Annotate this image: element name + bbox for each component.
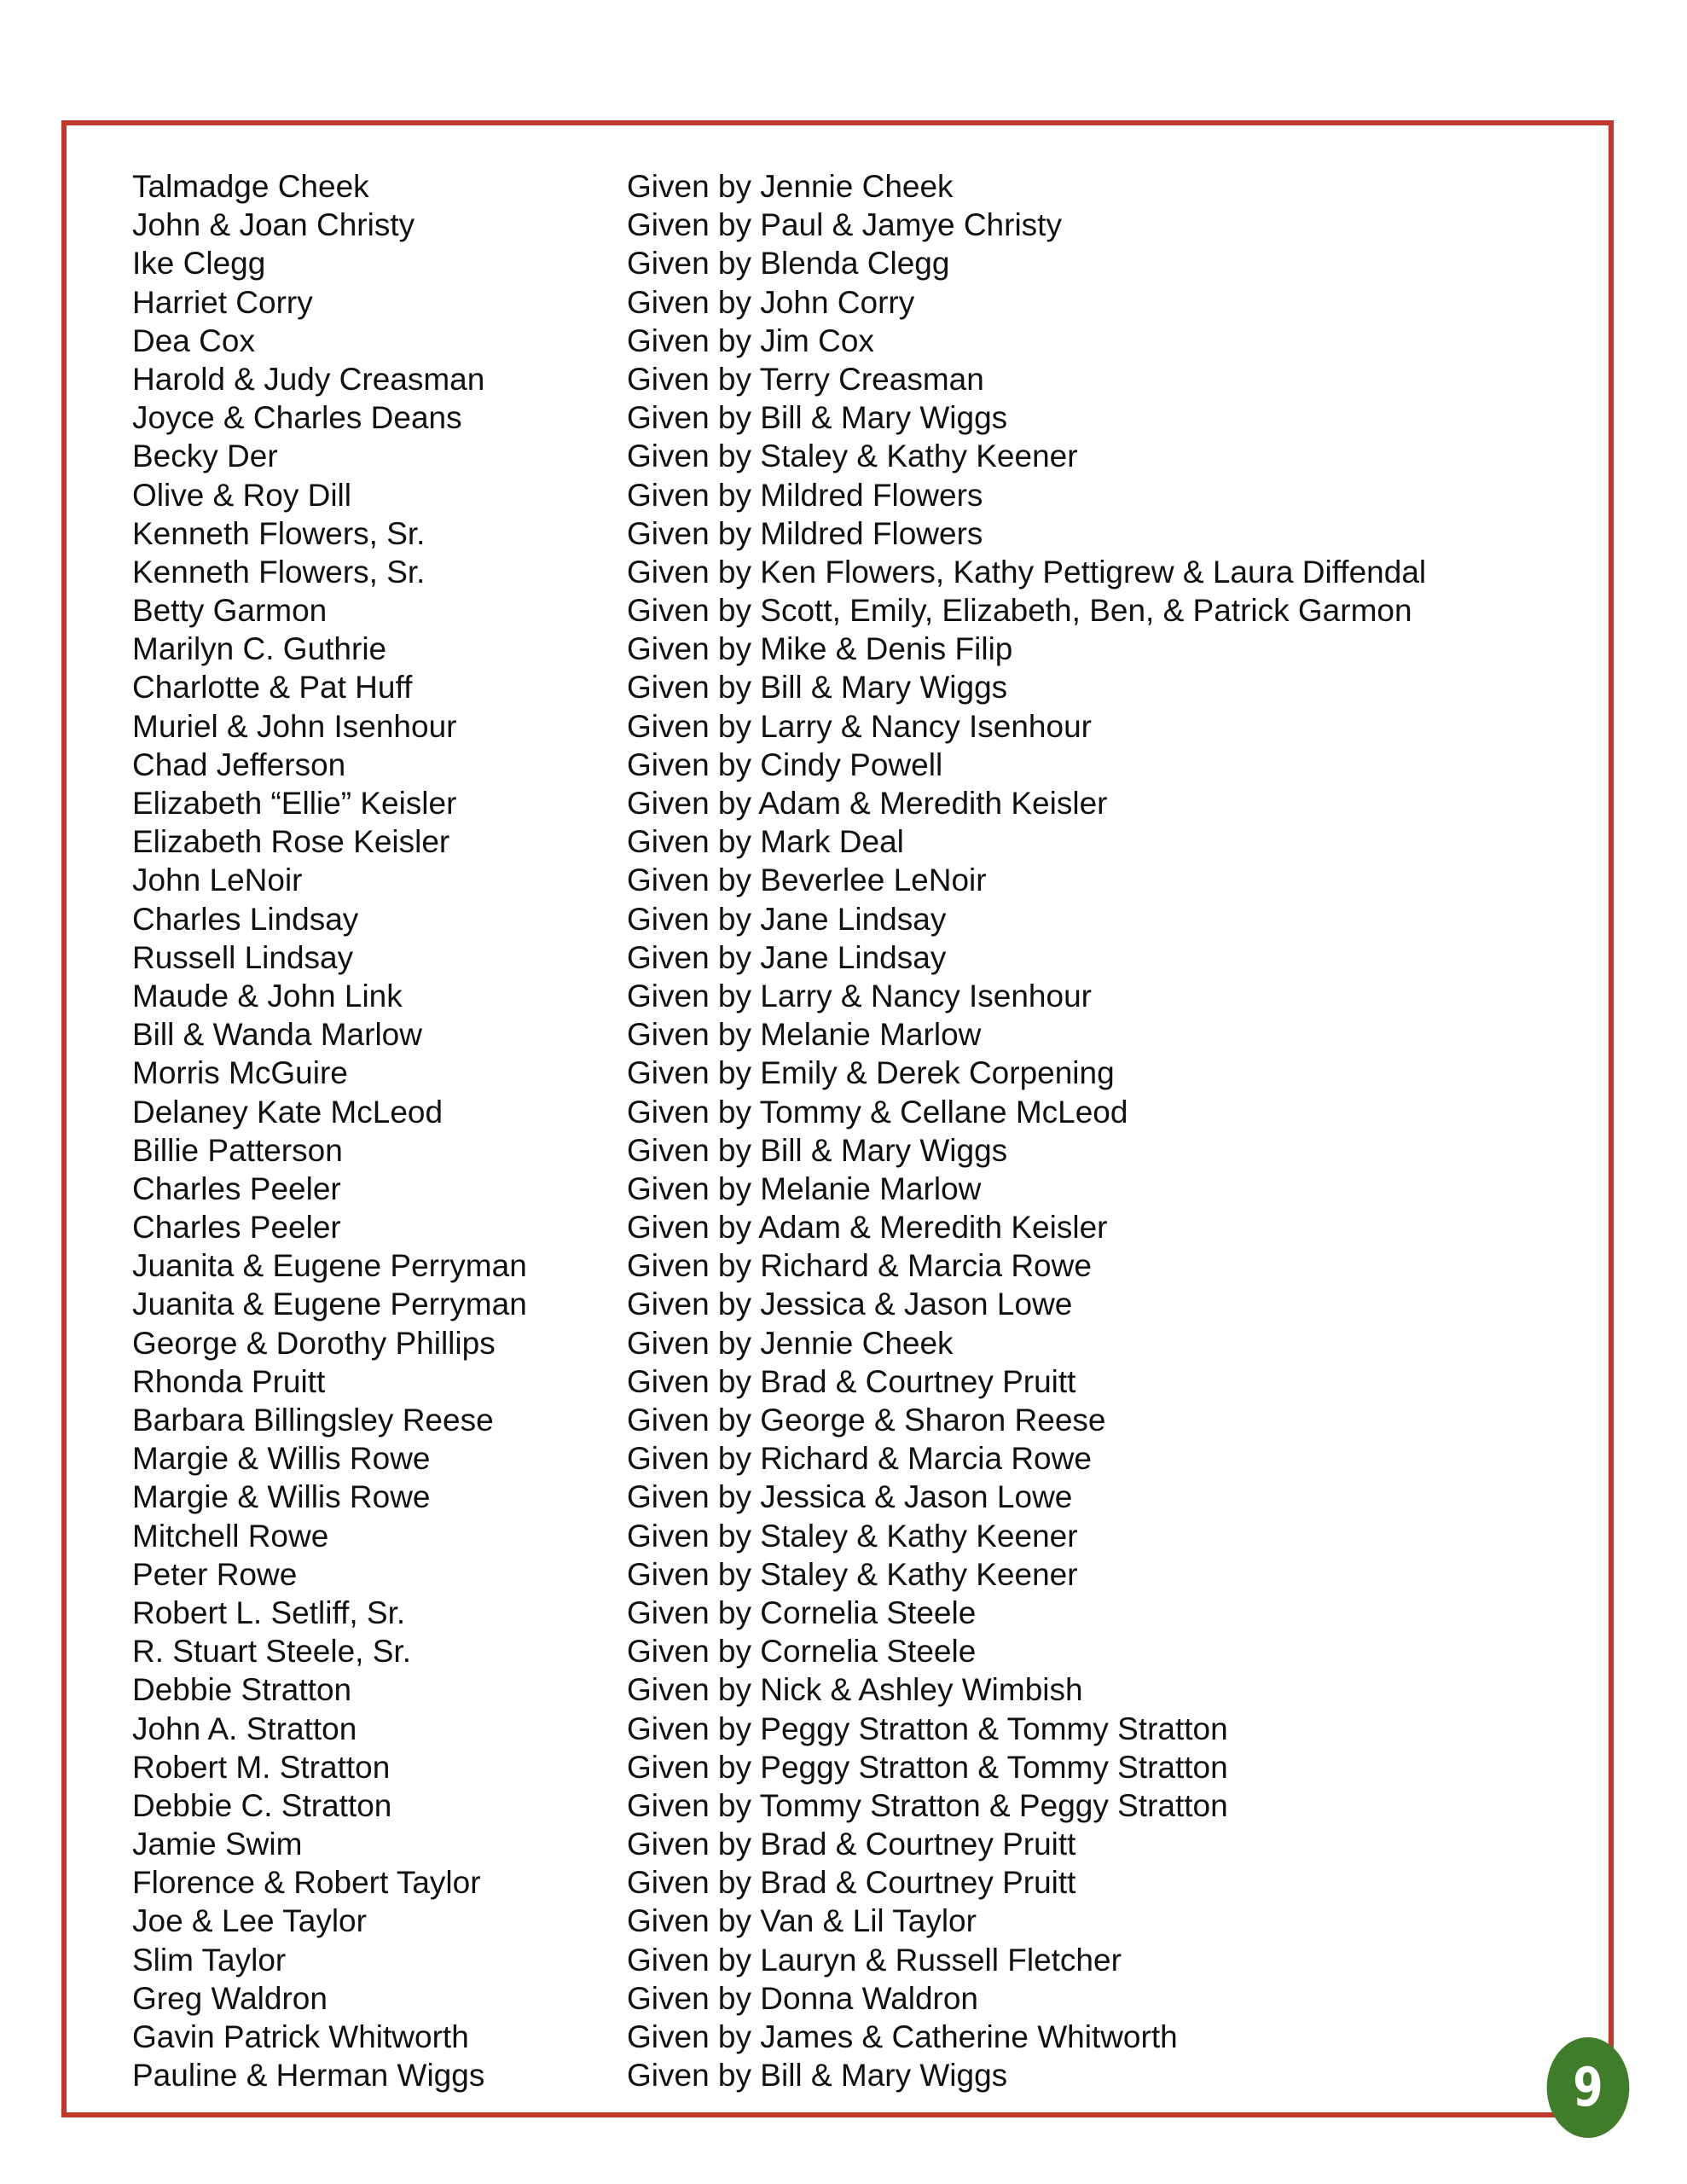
list-item xyxy=(132,668,1531,706)
honoree-name: Chad Jefferson xyxy=(132,746,346,782)
given-by-text: Given by Cornelia Steele xyxy=(627,1594,977,1630)
honoree-name: Robert M. Stratton xyxy=(132,1749,391,1785)
honoree-name: R. Stuart Steele, Sr. xyxy=(132,1634,411,1670)
list-item xyxy=(132,822,1531,861)
list-item xyxy=(132,977,1531,1015)
honoree-name: Juanita & Eugene Perryman xyxy=(132,1248,527,1284)
honoree-name: Muriel & John Isenhour xyxy=(132,708,457,744)
given-by-text: Given by Mildred Flowers xyxy=(627,477,983,513)
given-by-text: Given by Peggy Stratton & Tommy Stratton xyxy=(627,1749,1228,1785)
honoree-name: Ike Clegg xyxy=(132,246,266,282)
honoree-name: Bill & Wanda Marlow xyxy=(132,1017,422,1053)
given-by-text: Given by Larry & Nancy Isenhour xyxy=(627,978,1092,1014)
honoree-name: Charles Peeler xyxy=(132,1210,341,1246)
honoree-name: Charles Lindsay xyxy=(132,901,359,937)
given-by-text: Given by Jessica & Jason Lowe xyxy=(627,1479,1073,1515)
list-item xyxy=(132,938,1531,977)
honoree-name: Charlotte & Pat Huff xyxy=(132,670,413,706)
given-by-text: Given by Mike & Denis Filip xyxy=(627,631,1013,667)
given-by-text: Given by Beverlee LeNoir xyxy=(627,863,987,898)
list-item xyxy=(132,2018,1531,2056)
given-by-text: Given by Bill & Mary Wiggs xyxy=(627,2058,1008,2094)
given-by-text: Given by Adam & Meredith Keisler xyxy=(627,1210,1108,1246)
list-item xyxy=(132,1324,1531,1362)
list-item xyxy=(132,1208,1531,1246)
given-by-text: Given by James & Catherine Whitworth xyxy=(627,2019,1178,2054)
list-item xyxy=(132,1401,1531,1439)
given-by-text: Given by Brad & Courtney Pruitt xyxy=(627,1865,1076,1901)
list-item xyxy=(132,861,1531,899)
given-by-text: Given by Mildred Flowers xyxy=(627,515,983,551)
list-item xyxy=(132,1131,1531,1170)
given-by-text: Given by Terry Creasman xyxy=(627,361,984,397)
honoree-name: Barbara Billingsley Reese xyxy=(132,1403,494,1438)
given-by-text: Given by Cindy Powell xyxy=(627,746,943,782)
given-by-text: Given by Richard & Marcia Rowe xyxy=(627,1441,1092,1477)
list-item xyxy=(132,206,1531,244)
honoree-name: Florence & Robert Taylor xyxy=(132,1865,481,1901)
page-number-badge: 9 xyxy=(1547,2037,1630,2138)
honoree-name: Margie & Willis Rowe xyxy=(132,1479,431,1515)
honoree-name: Talmadge Cheek xyxy=(132,169,369,204)
honoree-name: Margie & Willis Rowe xyxy=(132,1441,431,1477)
given-by-text: Given by Bill & Mary Wiggs xyxy=(627,670,1008,706)
honoree-name: John & Joan Christy xyxy=(132,207,415,243)
list-item xyxy=(132,1863,1531,1902)
given-by-text: Given by Scott, Emily, Elizabeth, Ben, & Patrick Garmon xyxy=(627,593,1412,629)
honoree-name: Jamie Swim xyxy=(132,1827,303,1862)
given-by-text: Given by Jessica & Jason Lowe xyxy=(627,1287,1073,1322)
list-item xyxy=(132,746,1531,784)
honoree-name: Harold & Judy Creasman xyxy=(132,361,485,397)
given-by-text: Given by Brad & Courtney Pruitt xyxy=(627,1363,1076,1399)
list-item xyxy=(132,322,1531,360)
list-item xyxy=(132,1439,1531,1478)
given-by-text: Given by Cornelia Steele xyxy=(627,1634,977,1670)
list-item xyxy=(132,476,1531,514)
honoree-name: Gavin Patrick Whitworth xyxy=(132,2019,469,2054)
honoree-name: Slim Taylor xyxy=(132,1942,287,1978)
honoree-name: Kenneth Flowers, Sr. xyxy=(132,515,426,551)
given-by-text: Given by Richard & Marcia Rowe xyxy=(627,1248,1092,1284)
given-by-text: Given by Nick & Ashley Wimbish xyxy=(627,1672,1083,1708)
list-item xyxy=(132,1170,1531,1208)
honoree-name: Debbie Stratton xyxy=(132,1672,352,1708)
list-item xyxy=(132,553,1531,591)
list-item xyxy=(132,1786,1531,1825)
honoree-name: Dea Cox xyxy=(132,322,255,358)
list-item xyxy=(132,244,1531,282)
list-item xyxy=(132,630,1531,668)
list-item xyxy=(132,1555,1531,1594)
given-by-text: Given by Blenda Clegg xyxy=(627,246,950,282)
list-item xyxy=(132,360,1531,398)
honoree-name: Olive & Roy Dill xyxy=(132,477,351,513)
honoree-name: Robert L. Setliff, Sr. xyxy=(132,1594,406,1630)
honoree-name: Billie Patterson xyxy=(132,1132,343,1168)
honoree-name: Peter Rowe xyxy=(132,1556,298,1592)
honoree-name: Elizabeth Rose Keisler xyxy=(132,824,450,860)
honoree-name: Maude & John Link xyxy=(132,978,403,1014)
honoree-name: Debbie C. Stratton xyxy=(132,1787,392,1823)
given-by-text: Given by Staley & Kathy Keener xyxy=(627,439,1078,474)
list-item xyxy=(132,1710,1531,1748)
honoree-name: Morris McGuire xyxy=(132,1055,348,1091)
given-by-text: Given by Adam & Meredith Keisler xyxy=(627,786,1108,821)
honoree-name: Harriet Corry xyxy=(132,284,313,320)
given-by-text: Given by Emily & Derek Corpening xyxy=(627,1055,1115,1091)
honoree-name: Russell Lindsay xyxy=(132,939,354,975)
given-by-text: Given by Jane Lindsay xyxy=(627,939,947,975)
list-item xyxy=(132,1670,1531,1709)
given-by-text: Given by Donna Waldron xyxy=(627,1980,979,2016)
given-by-text: Given by Van & Lil Taylor xyxy=(627,1903,977,1939)
honoree-name: Pauline & Herman Wiggs xyxy=(132,2058,485,2094)
honoree-name: Joe & Lee Taylor xyxy=(132,1903,367,1939)
honoree-name: Becky Der xyxy=(132,439,278,474)
honoree-name: John A. Stratton xyxy=(132,1711,357,1746)
honoree-name: Rhonda Pruitt xyxy=(132,1363,326,1399)
list-item xyxy=(132,1362,1531,1401)
list-item xyxy=(132,1478,1531,1516)
honoree-name: Marilyn C. Guthrie xyxy=(132,631,387,667)
given-by-text: Given by John Corry xyxy=(627,284,915,320)
given-by-text: Given by Tommy & Cellane McLeod xyxy=(627,1094,1128,1130)
list-item xyxy=(132,900,1531,938)
honoree-name: Charles Peeler xyxy=(132,1170,341,1206)
given-by-text: Given by Peggy Stratton & Tommy Stratton xyxy=(627,1711,1228,1746)
list-item xyxy=(132,283,1531,322)
list-item xyxy=(132,2056,1531,2094)
given-by-text: Given by Larry & Nancy Isenhour xyxy=(627,708,1092,744)
given-by-text: Given by Melanie Marlow xyxy=(627,1017,982,1053)
list-item xyxy=(132,1054,1531,1092)
list-item xyxy=(132,398,1531,437)
list-item xyxy=(132,1093,1531,1131)
given-by-text: Given by Bill & Mary Wiggs xyxy=(627,400,1008,436)
honoree-name: John LeNoir xyxy=(132,863,303,898)
given-by-text: Given by Paul & Jamye Christy xyxy=(627,207,1062,243)
list-item xyxy=(132,1825,1531,1863)
given-by-text: Given by Mark Deal xyxy=(627,824,904,860)
list-item xyxy=(132,1015,1531,1054)
list-item xyxy=(132,437,1531,475)
list-item xyxy=(132,784,1531,822)
honoree-name: George & Dorothy Phillips xyxy=(132,1325,496,1361)
honoree-name: Greg Waldron xyxy=(132,1980,328,2016)
given-by-text: Given by Jim Cox xyxy=(627,322,874,358)
given-by-text: Given by Jane Lindsay xyxy=(627,901,947,937)
list-item xyxy=(132,1941,1531,1979)
honoree-name: Mitchell Rowe xyxy=(132,1518,329,1554)
honoree-name: Betty Garmon xyxy=(132,593,328,629)
given-by-text: Given by Staley & Kathy Keener xyxy=(627,1518,1078,1554)
list-item xyxy=(132,591,1531,630)
list-item xyxy=(132,1246,1531,1285)
given-by-text: Given by Staley & Kathy Keener xyxy=(627,1556,1078,1592)
honoree-name: Juanita & Eugene Perryman xyxy=(132,1287,527,1322)
given-by-text: Given by Brad & Courtney Pruitt xyxy=(627,1827,1076,1862)
honoree-name: Elizabeth “Ellie” Keisler xyxy=(132,786,457,821)
list-item xyxy=(132,1748,1531,1786)
given-by-text: Given by George & Sharon Reese xyxy=(627,1403,1106,1438)
given-by-text: Given by Jennie Cheek xyxy=(627,169,954,204)
given-by-text: Given by Tommy Stratton & Peggy Stratton xyxy=(627,1787,1228,1823)
list-item xyxy=(132,1902,1531,1940)
list-item xyxy=(132,1594,1531,1632)
list-item xyxy=(132,707,1531,746)
memorial-gift-list xyxy=(132,167,1531,2094)
given-by-text: Given by Melanie Marlow xyxy=(627,1170,982,1206)
given-by-text: Given by Jennie Cheek xyxy=(627,1325,954,1361)
list-item xyxy=(132,1979,1531,2018)
honoree-name: Kenneth Flowers, Sr. xyxy=(132,554,426,590)
list-item xyxy=(132,167,1531,206)
list-item xyxy=(132,1285,1531,1323)
given-by-text: Given by Bill & Mary Wiggs xyxy=(627,1132,1008,1168)
list-item xyxy=(132,1517,1531,1555)
given-by-text: Given by Lauryn & Russell Fletcher xyxy=(627,1942,1122,1978)
list-item xyxy=(132,1632,1531,1670)
honoree-name: Delaney Kate McLeod xyxy=(132,1094,443,1130)
honoree-name: Joyce & Charles Deans xyxy=(132,400,462,436)
list-item xyxy=(132,514,1531,553)
given-by-text: Given by Ken Flowers, Kathy Pettigrew & Laura Diffendal xyxy=(627,554,1427,590)
